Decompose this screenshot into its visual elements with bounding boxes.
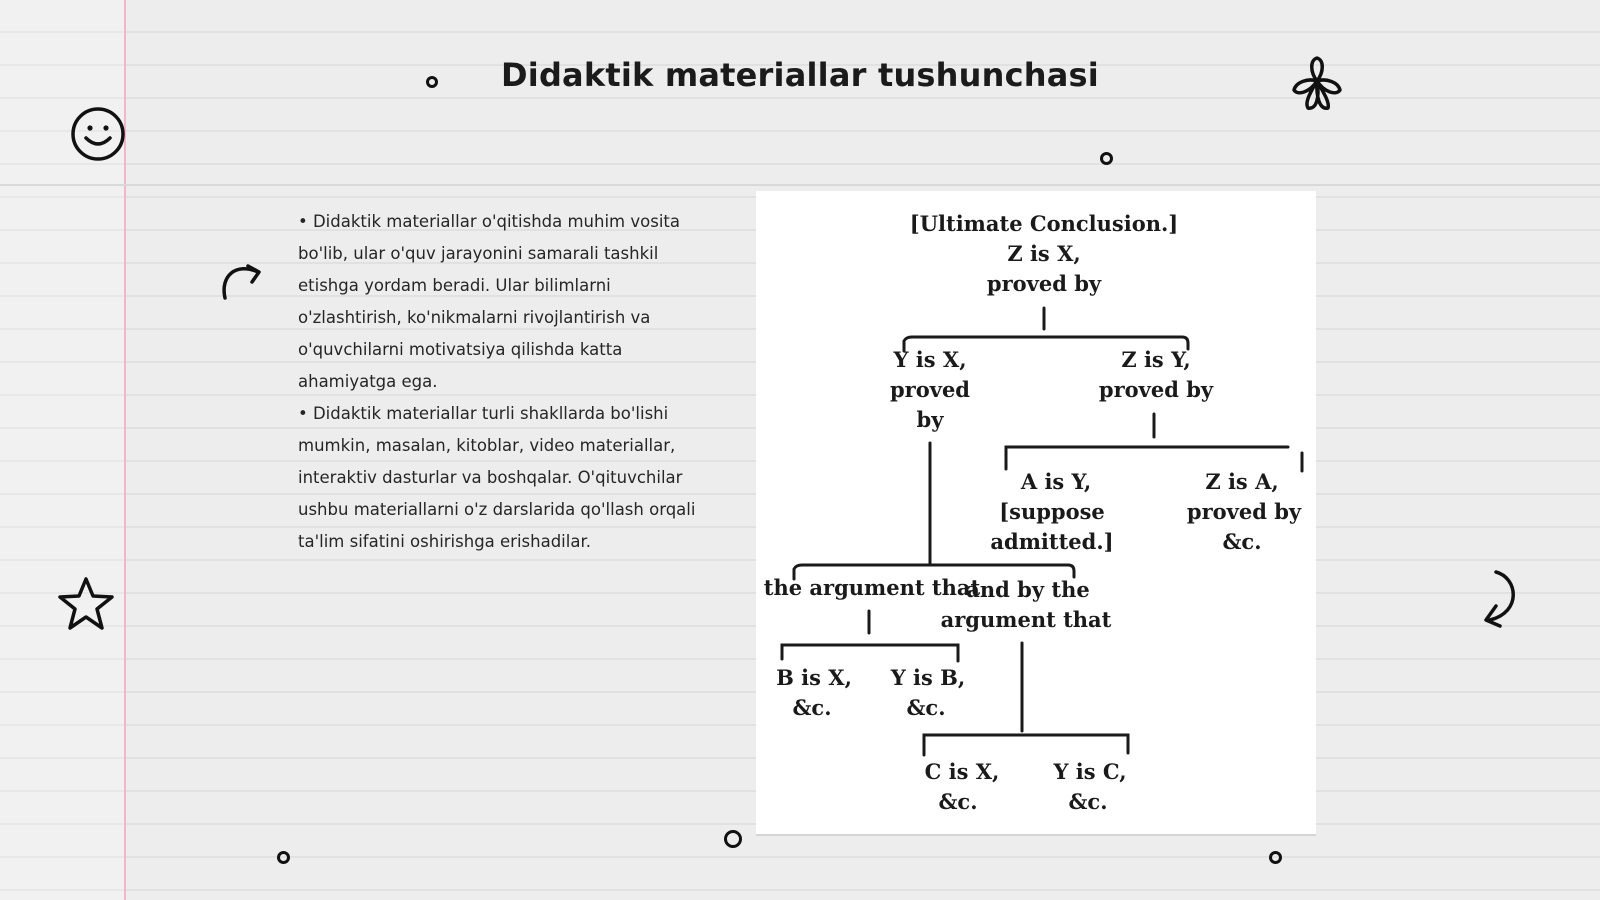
- divider-rule: [0, 184, 1600, 186]
- right-child-line-2: proved by: [1098, 377, 1214, 402]
- leaf-b-line-2: &c.: [792, 695, 832, 720]
- right-right-line-2: proved by: [1186, 499, 1302, 524]
- left-child-line-1: Y is X,: [893, 347, 967, 372]
- right-left-line-1: A is Y,: [1020, 469, 1092, 494]
- star-icon: [54, 574, 118, 634]
- right-right-line-3: &c.: [1222, 529, 1262, 554]
- leaf-yc-line-1: Y is C,: [1053, 759, 1127, 784]
- leaf-c-line-2: &c.: [938, 789, 978, 814]
- right-child-line-1: Z is Y,: [1121, 347, 1191, 372]
- left-child-line-2: proved: [889, 377, 971, 402]
- paragraph-1: • Didaktik materiallar o'qitishda muhim vosita bo'lib, ular o'quv jarayonini samarali tashkil etishga yordam beradi. Ular bilimlarni o'zlashtirish, ko'nikmalarni rivojlantirish va o'quvchilarni motivatsiya qilishda katta ahamiyatga ega.: [298, 212, 680, 391]
- body-text: [298, 206, 698, 558]
- leaf-yb-line-2: &c.: [906, 695, 946, 720]
- arg-right-line-2: argument that: [940, 607, 1112, 632]
- slide-title: Didaktik materiallar tushunchasi: [501, 56, 1099, 94]
- left-child-line-3: by: [916, 407, 944, 432]
- right-left-line-3: admitted.]: [990, 529, 1114, 554]
- flower-icon: [1288, 54, 1346, 112]
- arg-right-line-1: and by the: [966, 577, 1090, 602]
- right-left-line-2: [suppose: [999, 499, 1105, 524]
- root-line-2: Z is X,: [1007, 241, 1081, 266]
- dot-decoration: [426, 76, 438, 88]
- root-line-1: [Ultimate Conclusion.]: [909, 211, 1179, 236]
- leaf-c-line-1: C is X,: [924, 759, 1000, 784]
- hook-arrow-icon: [1476, 566, 1526, 632]
- arg-left-line-1: the argument that: [763, 575, 981, 600]
- dot-decoration: [277, 851, 290, 864]
- dot-decoration: [1100, 152, 1113, 165]
- right-right-line-1: Z is A,: [1205, 469, 1279, 494]
- argument-tree-diagram: [756, 191, 1316, 836]
- paragraph-2: • Didaktik materiallar turli shakllarda bo'lishi mumkin, masalan, kitoblar, video materiallar, interaktiv dasturlar va boshqalar. O'qituvchilar ushbu materiallarni o'z darslarida qo'llash orqali ta'lim sifatini oshirishga erishadilar.: [298, 404, 696, 551]
- dot-decoration: [1269, 851, 1282, 864]
- dot-decoration: [724, 830, 742, 848]
- leaf-b-line-1: B is X,: [776, 665, 852, 690]
- smiley-icon: [68, 104, 128, 164]
- curved-arrow-icon: [218, 256, 268, 302]
- leaf-yc-line-2: &c.: [1068, 789, 1108, 814]
- root-line-3: proved by: [986, 271, 1102, 296]
- leaf-yb-line-1: Y is B,: [890, 665, 966, 690]
